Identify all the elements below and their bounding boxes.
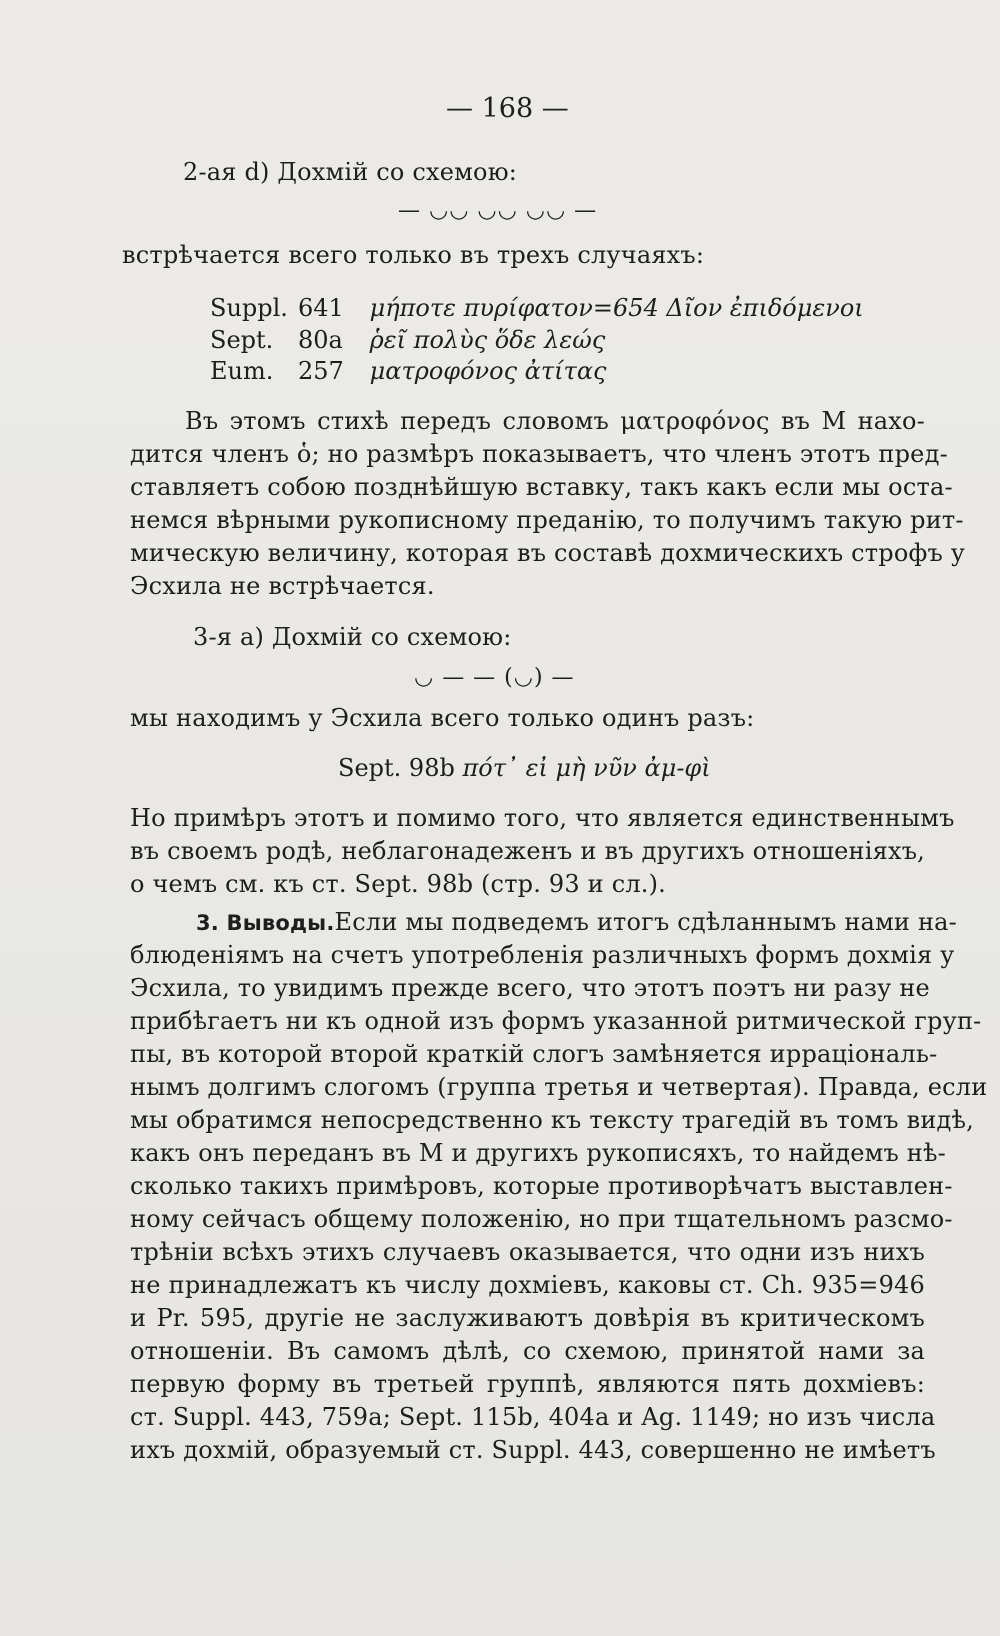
paragraph-line: блюденіямъ на счетъ употребленія различныхъ формъ дохмія у — [130, 941, 955, 969]
greek-quote: πότ᾽ εἰ μὴ νῦν ἀμ-φὶ — [462, 754, 711, 782]
paragraph-line: какъ онъ переданъ въ М и другихъ рукописяхъ, то найдемъ нѣ- — [130, 1139, 946, 1167]
paragraph-line: дится членъ ὁ; но размѣръ показываетъ, что членъ этотъ пред- — [130, 440, 948, 468]
paragraph-line: и Pr. 595, другіе не заслуживаютъ довѣрія въ критическомъ — [130, 1304, 925, 1332]
reference-source: Eum. — [210, 357, 274, 385]
section-d-intro: встрѣчается всего только въ трехъ случаяхъ: — [122, 241, 705, 269]
paragraph-line: трѣніи всѣхъ этихъ случаевъ оказывается, что одни изъ нихъ — [130, 1238, 925, 1266]
paragraph-line: не принадлежатъ къ числу дохміевъ, каковы ст. Ch. 935=946 — [130, 1271, 925, 1299]
paragraph-line: сколько такихъ примѣровъ, которые противорѣчатъ выставлен- — [130, 1172, 953, 1200]
section-title: 3. Выводы. — [196, 911, 335, 935]
reference-number: 80a — [298, 326, 343, 354]
section-a-intro: мы находимъ у Эсхила всего только одинъ разъ: — [130, 704, 755, 732]
paragraph-line: пы, въ которой второй краткій слогъ замѣняется ирраціональ- — [130, 1040, 938, 1068]
paragraph-line: Въ этомъ стихѣ передъ словомъ ματροφόνος въ М нахо- — [185, 407, 925, 435]
reference-line — [210, 357, 606, 385]
reference-number: 641 — [298, 294, 344, 322]
paragraph-line: мическую величину, которая въ составѣ дохмическихъ строфъ у — [130, 539, 966, 567]
paragraph-line: ставляетъ собою позднѣйшую вставку, такъ какъ если мы оста- — [130, 473, 953, 501]
paragraph-line: первую форму въ третьей группѣ, являются пять дохміевъ: — [130, 1370, 925, 1398]
section-a-heading: 3-я a) Дохмій со схемою: — [193, 623, 512, 651]
paragraph-line: въ своемъ родѣ, неблагонадеженъ и въ другихъ отношеніяхъ, — [130, 837, 925, 865]
paragraph-line: отношеніи. Въ самомъ дѣлѣ, со схемою, принятой нами за — [130, 1337, 925, 1365]
paragraph-line: немся вѣрными рукописному преданію, то получимъ такую рит- — [130, 506, 964, 534]
paragraph-line: нымъ долгимъ слогомъ (группа третья и четвертая). Правда, если — [130, 1073, 988, 1101]
reference-number: 98b — [408, 754, 455, 782]
paragraph-line: Если мы подведемъ итогъ сдѣланнымъ нами на- — [334, 908, 957, 936]
reference-source: Suppl. — [210, 294, 288, 322]
reference-line — [210, 294, 864, 322]
paragraph-line: мы обратимся непосредственно къ тексту трагедій въ томъ видѣ, — [130, 1106, 974, 1134]
reference-source: Sept. — [338, 754, 402, 782]
reference-source: Sept. — [210, 326, 274, 354]
paragraph-line: Но примѣръ этотъ и помимо того, что является единственнымъ — [130, 804, 955, 832]
greek-quote: ματροφόνος ἀτίτας — [369, 357, 607, 385]
paragraph-line: ст. Suppl. 443, 759a; Sept. 115b, 404a и Ag. 1149; но изъ числа — [130, 1403, 936, 1431]
paragraph-line: ихъ дохмій, образуемый ст. Suppl. 443, совершенно не имѣетъ — [130, 1436, 936, 1464]
paragraph-line: о чемъ см. къ ст. Sept. 98b (стр. 93 и сл.). — [130, 870, 667, 898]
reference-line — [210, 326, 605, 354]
conclusions-first-line — [196, 907, 957, 938]
section-d-scheme: — ◡◡ ◡◡ ◡◡ — — [398, 198, 598, 223]
greek-quote: ῥεῖ πολὺς ὅδε λεώς — [369, 326, 606, 354]
page-number: — 168 — — [446, 93, 569, 124]
reference-number: 257 — [298, 357, 344, 385]
paragraph-line: Эсхила, то увидимъ прежде всего, что этотъ поэтъ ни разу не — [130, 974, 930, 1002]
greek-quote: μήποτε πυρίφατον=654 Δῖον ἐπιδόμενοι — [369, 294, 864, 322]
paragraph-line: Эсхила не встрѣчается. — [130, 572, 435, 600]
section-a-scheme: ◡ — — (◡) — — [414, 665, 575, 690]
section-d-heading: 2-ая d) Дохмій со схемою: — [183, 158, 518, 186]
paragraph-line: ному сейчасъ общему положенію, но при тщательномъ разсмо- — [130, 1205, 953, 1233]
paragraph-line: прибѣгаетъ ни къ одной изъ формъ указанной ритмической груп- — [130, 1007, 982, 1035]
reference-line — [338, 754, 711, 782]
